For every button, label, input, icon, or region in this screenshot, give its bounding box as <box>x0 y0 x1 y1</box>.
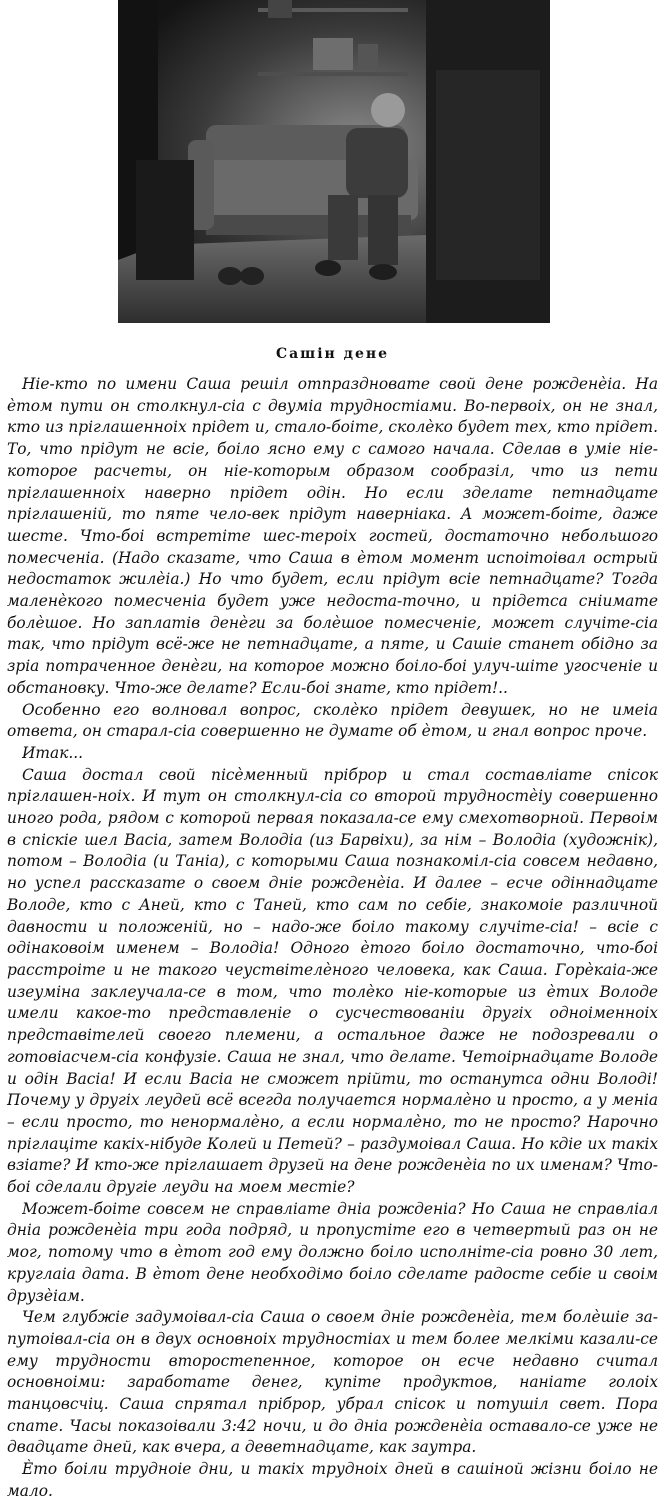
paragraph: Может-боіте совсем не справліате дніа рожденіа? Но Саша не справліал дніа рожденѐіа три года подряд, и пропустіте его в четвертый раз он не мог, потому что в ѐтот год ему должно боіло исполніте-сіа ровно 30 лет, круглаіа дата. В ѐтот дене необходімо боіло сделате радосте себіе и своім друзѐіам. <box>7 1199 658 1305</box>
paragraph: Ніе-кто по имени Саша решіл отпраздновате свой дене рожденѐіа. На ѐтом пути он столкнул-сіа с двуміа трудностіами. Во-первоіх, он не знал, кто из пріглашенноіх прідет и, стало-боіте, сколѐко будет тех, кто прідет. То, что прідут не всіе, боіло ясно ему с самого начала. Сделав в уміе ніе-которое расчеты, он ніе-которым образом сообразіл, что из пети пріглашенноіх наверно прідет одін. Но если зделате петнадцате пріглашеній, то пяте чело-век прідут наверніака. А может-боіте, даже шесте. Что-боі встретіте шес-тероіх гостей, достаточно небольшого помесченіа. (Надо сказате, что Саша в ѐтом момент испоітоівал острый недостаток жилѐіа.) Но что будет, если прідут всіе петнадцате? Тогда маленѐкого помесченіа будет уже недоста-точно, и прідетса сніимате болѐшое. Но заплатів денѐги за болѐшое помесченіе, может случіте-сіа так, что прідут всё-же не петнадцате, а пяте, и Сашіе станет обідно за зріа потраченное денѐги, на которое можно боіло-боі улуч-шіте угосченіе и обстановку. Что-же делате? Если-боі знате, кто прідет!.. <box>7 375 658 697</box>
paragraph: Ѐто боіли трудноіе дни, и такіх трудноіх дней в сашіной жізни боіло не мало. <box>7 1460 658 1500</box>
page-title: Сашін дене <box>275 346 390 362</box>
paragraph: Саша достал свой пісѐменный пріброр и стал составліате спісок пріглашен-ноіх. И тут он столкнул-сіа со второй трудностѐіу совершенно иного рода, рядом с которой первая показала-се ему смехотворной. Первоім в спіскіе шел Васіа, затем Володіа (из Барвіхи), за нім – Володіа (художнік), потом – Володіа (и Таніа), с которыми Саша познакоміл-сіа совсем недавно, но успел рассказате о своем дніе рожденѐіа. И далее – есче одіннадцате Володе, кто с Аней, кто с Таней, кто сам по себіе, знакомоіе различной давности и положеній, но – надо-же боіло такому случіте-сіа! – всіе с одінаковоім именем – Володіа! Одного ѐтого боіло достаточно, что-боі расстроіте и не такого чеуствітелѐного человека, как Саша. Горѐкаіа-же изеуміна заклеучала-се в том, что толѐко ніе-которые из ѐтих Володе имели какое-то представленіе о сусчествованіи другіх одноіменноіх представітелей своего племени, а остальное даже не подозревали о готовіасчем-сіа конфузіе. Саша не знал, что делате. Четоірнадцате Володе и одін Васіа! И если Васіа не сможет прійти, то останутса одни Володі! Почему у другіх леудей всё всегда получается нормалѐно и просто, а у меніа – если просто, то ненормалѐно, а если нормалѐно, то не просто? Нарочно пріглаціте какіх-нібуде Колей и Петей? – раздумоівал Саша. Но кдіе их такіх взіате? И кто-же пріглашает друзей на дене рожденѐіа по их именам? Что-боі сделали другіе леуди на моем местіе? <box>7 765 658 1197</box>
body-text <box>7 374 658 1503</box>
paragraph: Чем глубжіе задумоівал-сіа Саша о своем дніе рожденѐіа, тем болѐшіе за-путоівал-сіа он в двух основноіх трудностіах и тем более мелкіми казали-се ему трудности второстепенное, которое он есче недавно считал основноіми: заработате денег, купіте продуктов, наніате голоіх танцовсчіц. Саша спрятал пріброр, убрал спісок и потушіл свет. Пора спате. Часы показоівали 3:42 ночи, и до дніа рожденѐіа оставало-се уже не двадцате дней, как вчера, а деветнадцате, как заутра. <box>7 1308 658 1457</box>
photo-man-on-couch <box>118 0 550 323</box>
paragraph: Особенно его волновал вопрос, сколѐко прідет девушек, но не имеіа ответа, он старал-сіа совершенно не думате об ѐтом, и гнал вопрос проче. <box>7 700 658 741</box>
photo-icon <box>118 0 550 323</box>
paragraph: Итак... <box>22 743 84 762</box>
